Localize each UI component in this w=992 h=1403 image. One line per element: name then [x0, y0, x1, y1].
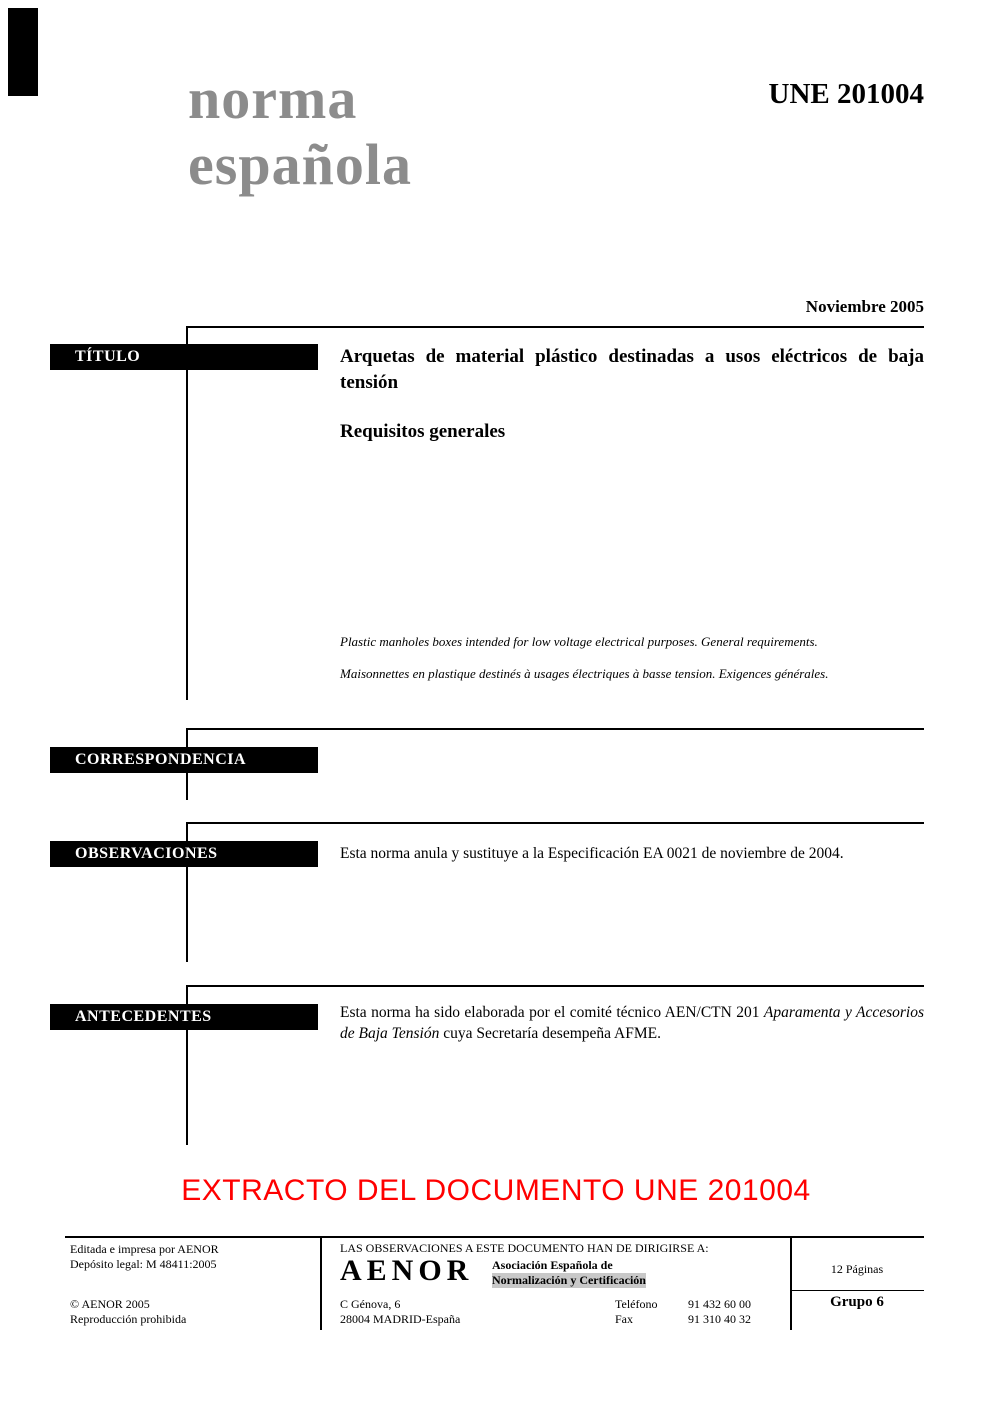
extract-notice: EXTRACTO DEL DOCUMENTO UNE 201004: [181, 1174, 811, 1207]
footer-rule-top: [65, 1236, 924, 1238]
corner-mark: [8, 8, 38, 96]
title-sub: Requisitos generales: [340, 421, 506, 442]
footer-address-line1: C Génova, 6: [340, 1297, 401, 1311]
label-correspondencia: CORRESPONDENCIA: [50, 747, 318, 773]
vrule-titulo: [186, 326, 188, 700]
doc-date: Noviembre 2005: [805, 297, 924, 316]
footer-reproduccion: Reproducción prohibida: [70, 1312, 187, 1326]
footer-copyright: © AENOR 2005: [70, 1297, 150, 1311]
brand-norma-espanola: [188, 66, 412, 198]
rule-observaciones: [186, 822, 924, 824]
footer-deposito-legal: Depósito legal: M 48411:2005: [70, 1257, 217, 1271]
footer-fax-value: 91 310 40 32: [688, 1312, 751, 1326]
rule-correspondencia: [186, 728, 924, 730]
aenor-org-name: [492, 1258, 646, 1288]
label-titulo: TÍTULO: [50, 344, 318, 370]
footer-address-line2: 28004 MADRID-España: [340, 1312, 461, 1326]
rule-top: [186, 326, 924, 328]
brand-line1: norma: [188, 66, 358, 131]
title-english: Plastic manholes boxes intended for low voltage electrical purposes. General requirements.: [340, 634, 818, 649]
aenor-org-line1: Asociación Española de: [492, 1258, 613, 1272]
antecedentes-text-part1: Esta norma ha sido elaborada por el comité técnico AEN/CTN 201: [340, 1004, 764, 1021]
aenor-logo: AENOR: [340, 1254, 474, 1287]
footer-phone-value: 91 432 60 00: [688, 1297, 751, 1311]
title-french: Maisonnettes en plastique destinés à usages électriques à basse tension. Exigences générales.: [340, 666, 829, 681]
footer-pages-count: 12 Páginas: [830, 1262, 884, 1276]
antecedentes-text-italic: Aparamenta y Accesorios de Baja Tensión: [340, 1004, 924, 1042]
footer-publisher-line1: Editada e impresa por AENOR: [70, 1242, 219, 1256]
footer-observations-notice: LAS OBSERVACIONES A ESTE DOCUMENTO HAN DE DIRIGIRSE A:: [340, 1241, 709, 1255]
rule-antecedentes: [186, 985, 924, 987]
footer-vrule-left: [320, 1236, 322, 1330]
antecedentes-text-part2: cuya Secretaría desempeña AFME.: [439, 1025, 661, 1042]
title-main: Arquetas de material plástico destinadas a usos eléctricos de baja tensión: [340, 346, 924, 393]
brand-line2: española: [188, 132, 412, 197]
footer-phone-label: Teléfono: [615, 1297, 658, 1311]
observaciones-text: Esta norma anula y sustituye a la Especificación EA 0021 de noviembre de 2004.: [340, 845, 844, 862]
aenor-org-line2: Normalización y Certificación: [492, 1273, 646, 1287]
label-observaciones: OBSERVACIONES: [50, 841, 318, 867]
footer-vrule-right: [790, 1236, 792, 1330]
doc-code: UNE 201004: [768, 78, 924, 110]
label-antecedentes: ANTECEDENTES: [50, 1004, 318, 1030]
footer-rule-pages: [790, 1290, 924, 1291]
footer-group: Grupo 6: [830, 1294, 884, 1310]
antecedentes-text: [340, 1002, 924, 1044]
footer-fax-label: Fax: [615, 1312, 633, 1326]
